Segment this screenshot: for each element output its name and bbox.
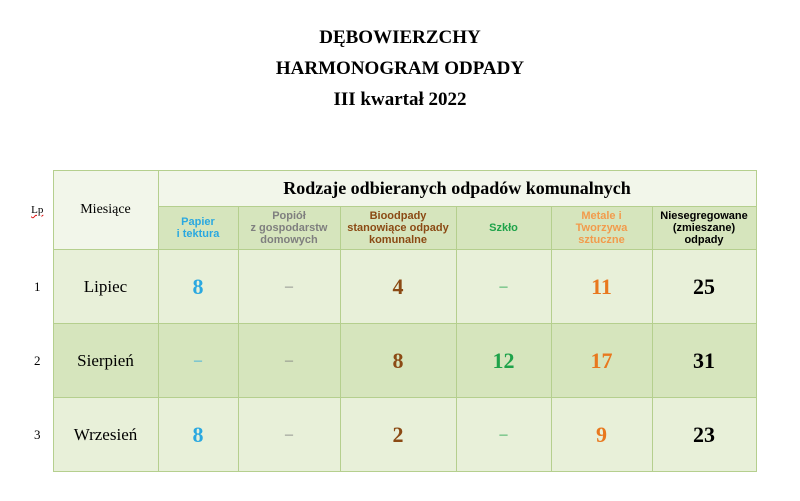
title-period: III kwartał 2022 [333, 89, 467, 110]
row-number: 3 [34, 426, 41, 442]
value-bio: 8 [340, 324, 456, 398]
value-bio: 4 [340, 250, 456, 324]
type-header-ash: Popiół z gospodarstw domowych [238, 207, 340, 250]
value-paper: – [158, 324, 238, 398]
value-metal-plastic: 11 [551, 250, 652, 324]
row-number: 2 [34, 352, 41, 368]
value-ash: – [238, 324, 340, 398]
table-row [22, 324, 756, 398]
value-metal-plastic: 9 [551, 398, 652, 472]
type-header-metal-plastic: Metale i Tworzywa sztuczne [551, 207, 652, 250]
value-ash: – [238, 398, 340, 472]
lp-header: Lp [31, 204, 44, 216]
value-mixed: 31 [652, 324, 756, 398]
value-metal-plastic: 17 [551, 324, 652, 398]
type-header-glass: Szkło [456, 207, 551, 250]
value-glass: – [456, 250, 551, 324]
value-glass: – [456, 398, 551, 472]
waste-schedule-table [22, 170, 757, 472]
row-month: Sierpień [53, 324, 158, 398]
document-title [0, 22, 800, 115]
type-header-paper: Papier i tektura [158, 207, 238, 250]
row-month: Wrzesień [53, 398, 158, 472]
waste-types-group-header: Rodzaje odbieranych odpadów komunalnych [158, 171, 756, 207]
type-header-mixed: Niesegregowane (zmieszane) odpady [652, 207, 756, 250]
title-schedule: HARMONOGRAM ODPADY [275, 58, 525, 79]
month-header: Miesiące [53, 171, 158, 250]
value-bio: 2 [340, 398, 456, 472]
value-mixed: 25 [652, 250, 756, 324]
type-header-bio: Bioodpady stanowiące odpady komunalne [340, 207, 456, 250]
title-location: DĘBOWIERZCHY [319, 27, 481, 48]
value-glass: 12 [456, 324, 551, 398]
value-ash: – [238, 250, 340, 324]
table-row [22, 250, 756, 324]
row-month: Lipiec [53, 250, 158, 324]
value-paper: 8 [158, 250, 238, 324]
value-mixed: 23 [652, 398, 756, 472]
value-paper: 8 [158, 398, 238, 472]
row-number: 1 [34, 278, 41, 294]
table-row [22, 398, 756, 472]
